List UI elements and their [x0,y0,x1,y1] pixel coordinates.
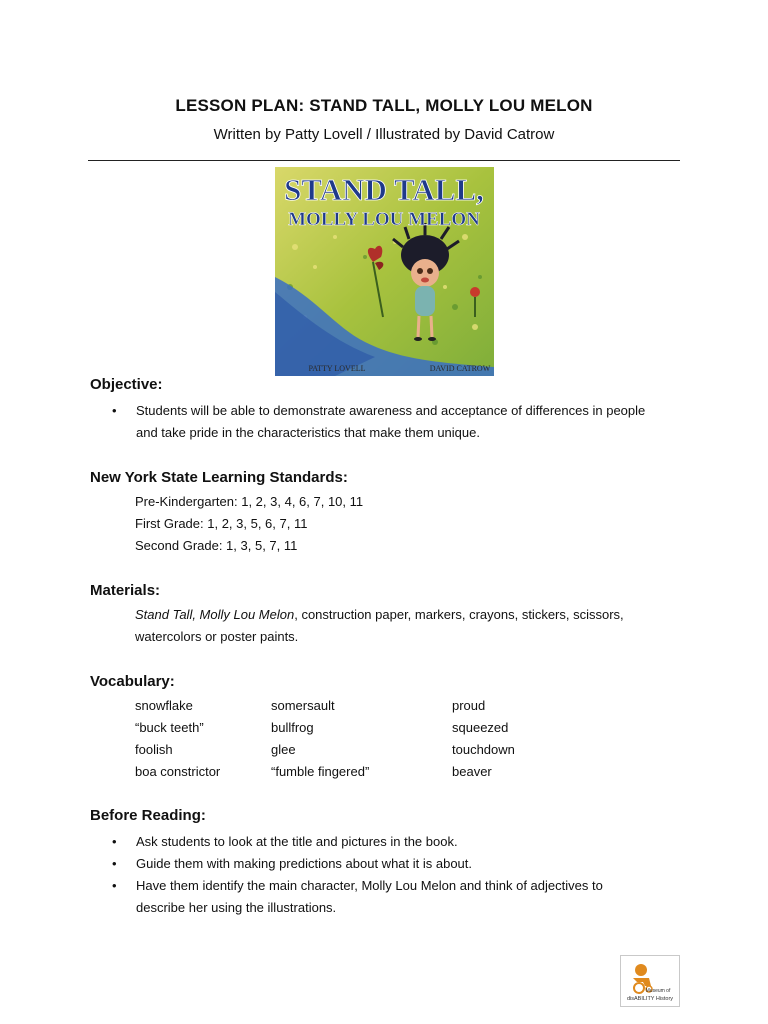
page-subtitle: Written by Patty Lovell / Illustrated by David Catrow [213,126,555,143]
materials-line1-rest: , construction paper, markers, crayons, stickers, scissors, [294,607,624,622]
standard-line-second: Second Grade: 1, 3, 5, 7, 11 [135,538,298,553]
before-reading-bullet-text: describe her using the illustrations. [136,900,337,915]
bullet-icon: • [112,878,117,893]
bullet-icon: • [112,856,117,871]
page-title: LESSON PLAN: STAND TALL, MOLLY LOU MELON [175,96,593,115]
cover-author: PATTY LOVELL [308,364,366,373]
vocab-word: squeezed [452,720,509,735]
objective-bullet-line2: and take pride in the characteristics that make them unique. [136,425,480,440]
vocab-word: beaver [452,764,492,779]
vocabulary-heading: Vocabulary: [90,673,175,690]
cover-illustrator: DAVID CATROW [429,364,491,373]
vocab-word: glee [271,742,296,757]
title-divider [88,160,680,161]
materials-line2: watercolors or poster paints. [135,629,299,644]
materials-book-title: Stand Tall, Molly Lou Melon [135,607,295,622]
standard-line-first: First Grade: 1, 2, 3, 5, 6, 7, 11 [135,516,308,531]
vocab-word: “fumble fingered” [271,764,370,779]
museum-logo [620,955,680,1007]
book-cover-illustration [275,167,494,376]
vocab-word: foolish [135,742,173,757]
objective-heading: Objective: [90,376,163,393]
cover-title-line1: STAND TALL, [284,172,484,207]
bullet-icon: • [112,403,117,418]
logo-text-line1: Museum of [645,988,671,994]
vocab-word: snowflake [135,698,193,713]
museum-logo-icon [621,956,679,1006]
vocab-word: “buck teeth” [135,720,204,735]
vocab-word: touchdown [452,742,515,757]
before-reading-heading: Before Reading: [90,807,206,824]
standards-heading: New York State Learning Standards: [90,469,348,486]
bullet-icon: • [112,834,117,849]
before-reading-bullet-text: Guide them with making predictions about what it is about. [136,856,473,871]
materials-line1 [135,607,624,622]
materials-heading: Materials: [90,582,161,599]
standard-line-prek: Pre-Kindergarten: 1, 2, 3, 4, 6, 7, 10, 11 [135,494,364,509]
before-reading-bullet-text: Have them identify the main character, Molly Lou Melon and think of adjectives to [136,878,603,893]
vocab-word: somersault [271,698,335,713]
vocab-word: proud [452,698,486,713]
logo-text-line2: disABILITY History [626,996,674,1002]
objective-bullet-line1: Students will be able to demonstrate awareness and acceptance of differences in people [136,403,646,418]
book-cover-image [275,167,494,376]
before-reading-bullet-text: Ask students to look at the title and pictures in the book. [136,834,458,849]
cover-title-line2: MOLLY LOU MELON [288,209,480,230]
vocab-word: boa constrictor [135,764,221,779]
vocab-word: bullfrog [271,720,314,735]
